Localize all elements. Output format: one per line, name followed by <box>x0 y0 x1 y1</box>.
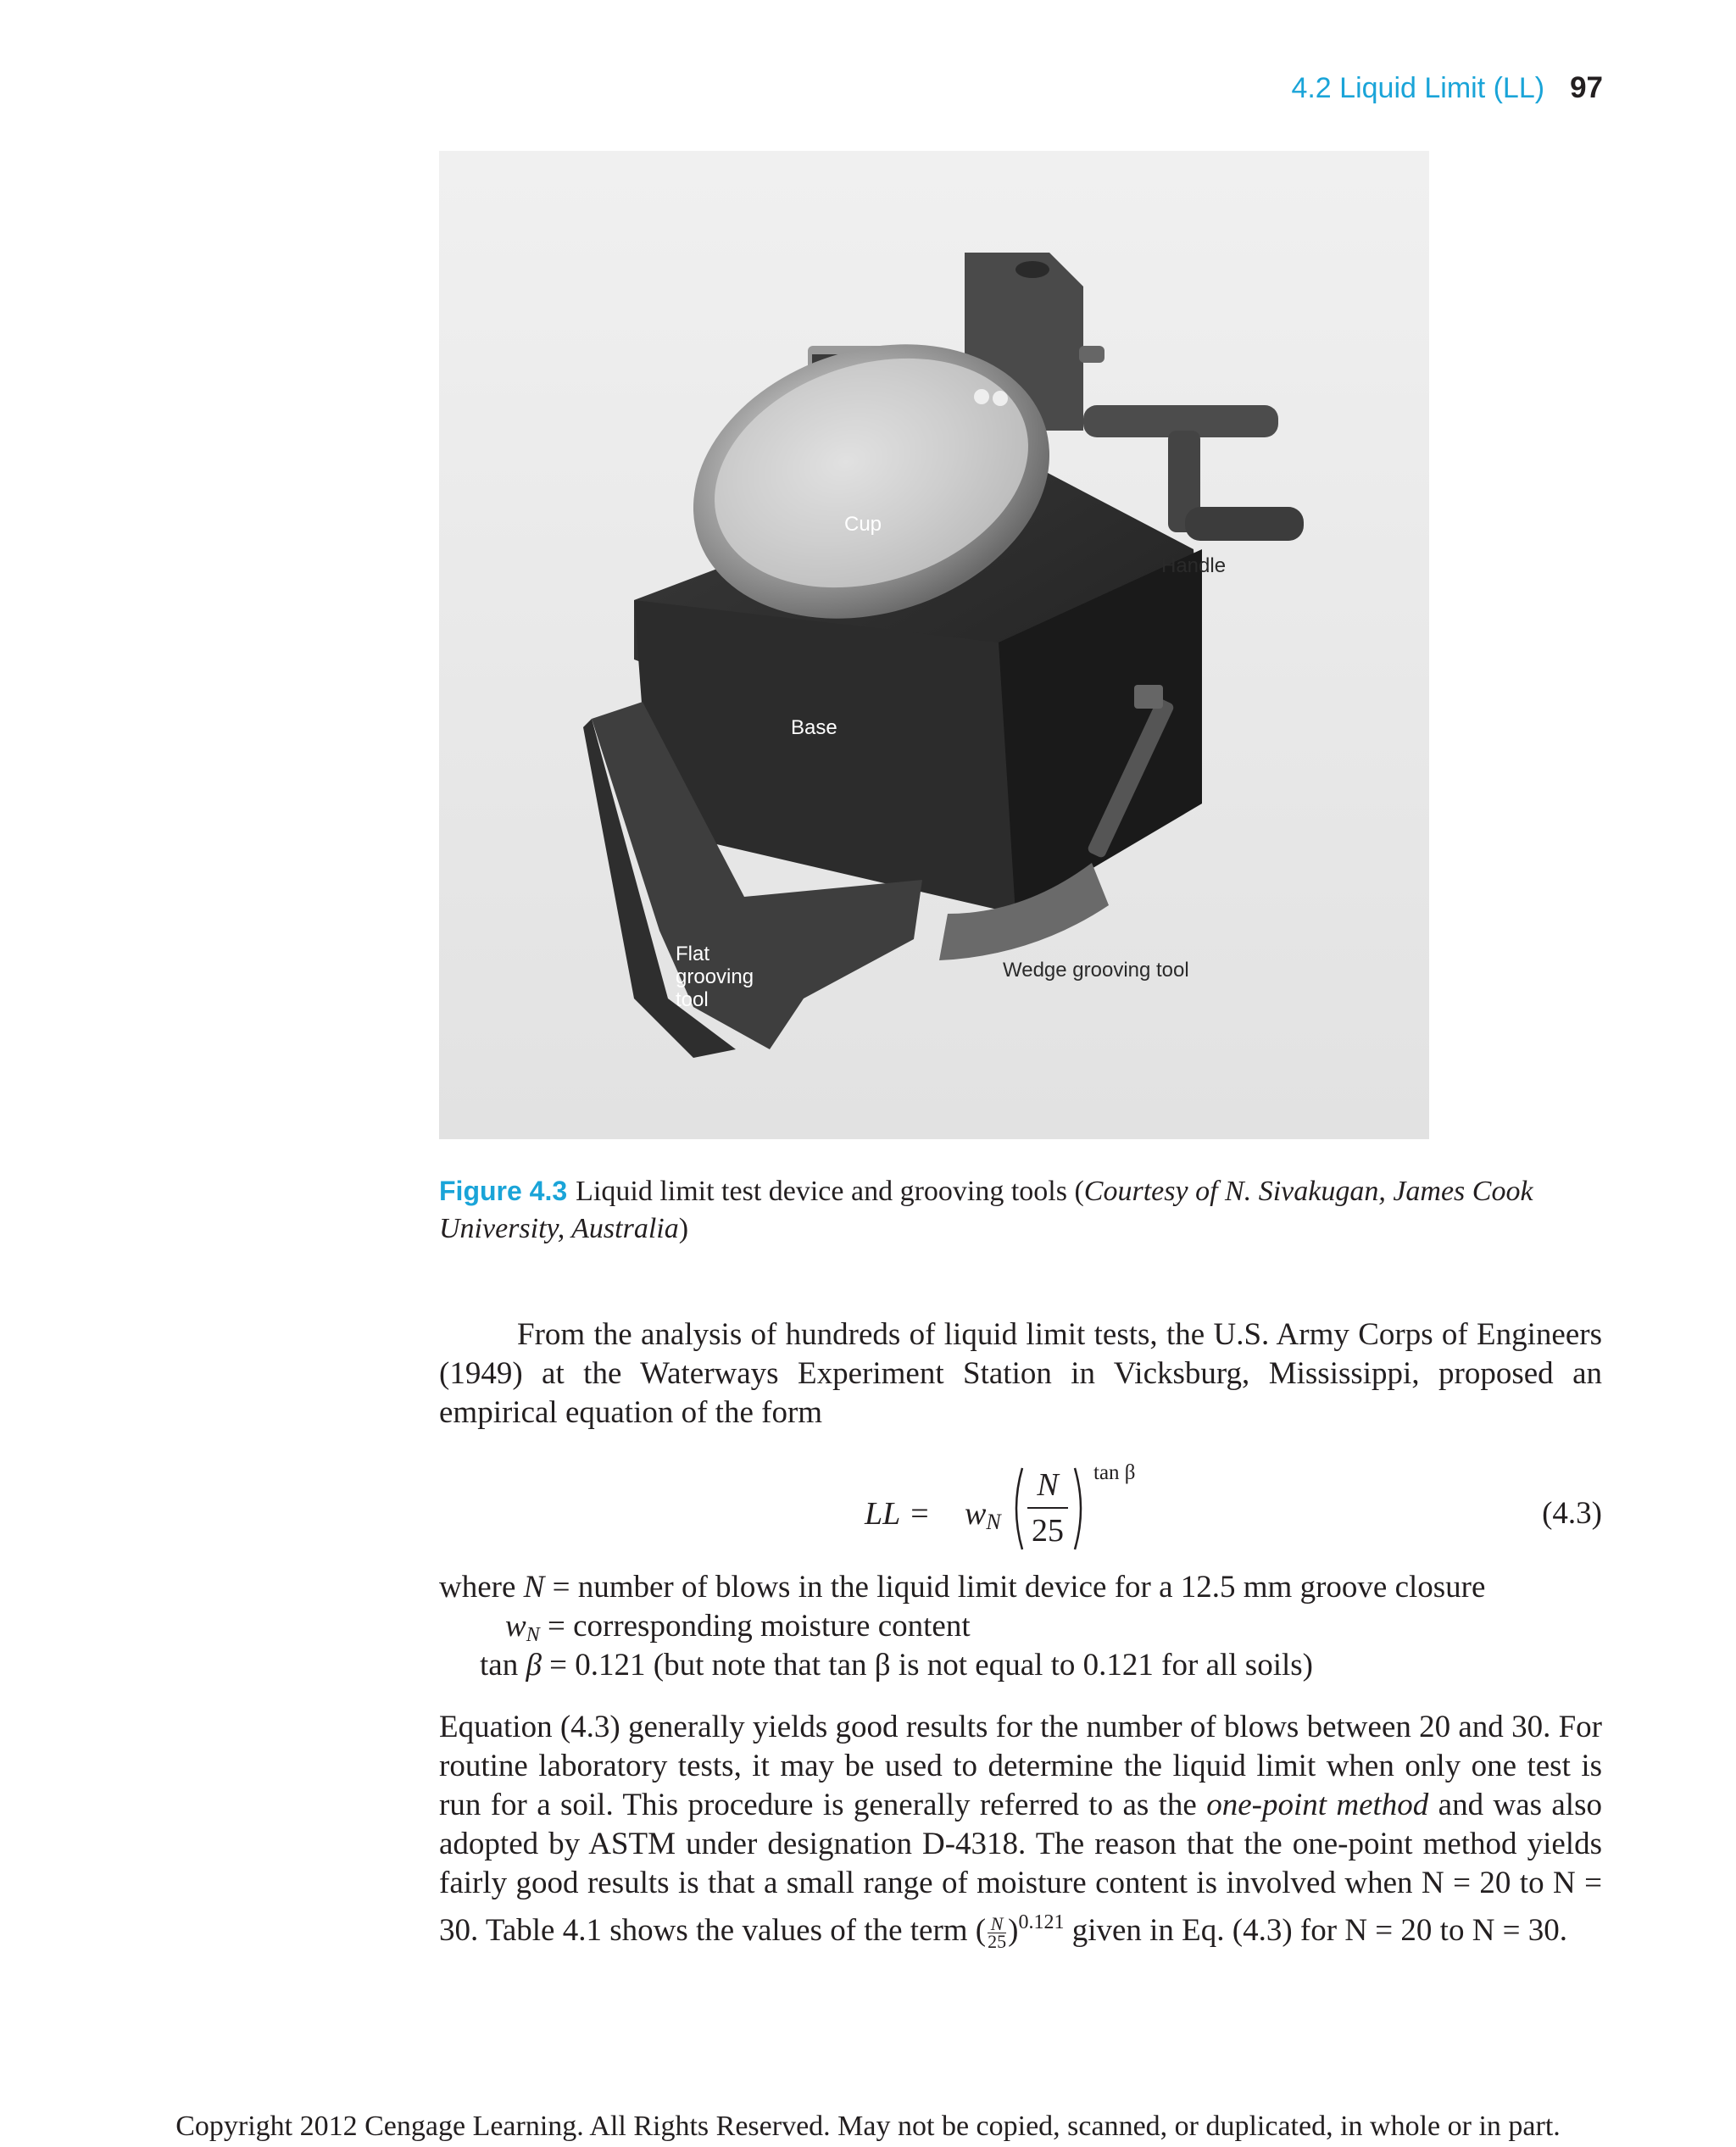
p2-text-4: given in Eq. (4.3) for N = 20 to N = 30. <box>1064 1913 1568 1948</box>
eq-lhs: LL <box>865 1496 901 1532</box>
def-text: = 0.121 (but note that tan β is not equal to 0.121 for all soils) <box>549 1648 1313 1683</box>
p2-text-2: and was also adopted by ASTM under designation D-4318. The reason that the one-point method yields fairly good results is that a small range of moisture content is involved when <box>439 1788 1602 1900</box>
callout-base: Base <box>791 716 837 739</box>
caption-credit: Courtesy of N. Sivakugan, James Cook University, Australia <box>439 1176 1533 1244</box>
liquid-limit-device-illustration <box>439 151 1429 1139</box>
paragraph-1: From the analysis of hundreds of liquid limit tests, the U.S. Army Corps of Engineers (1949) at the Waterways Experiment Station in Vicksburg, Mississippi, proposed an empirical equation of the form <box>439 1317 1602 1430</box>
running-head <box>1291 71 1603 115</box>
def-prefix: tan <box>480 1648 526 1683</box>
eq-numerator: N <box>1037 1467 1059 1503</box>
eq-equals: = <box>910 1496 929 1532</box>
eq-exponent: tan β <box>1093 1461 1136 1484</box>
def-text: = corresponding moisture content <box>547 1609 971 1644</box>
p2-italic-term: one-point method <box>1206 1788 1429 1822</box>
right-paren <box>1071 1466 1088 1551</box>
def-sub: N <box>526 1624 540 1646</box>
def-text: = number of blows in the liquid limit device for a 12.5 mm groove closure <box>552 1570 1486 1605</box>
caption-close: ) <box>678 1213 689 1244</box>
callout-handle: Handle <box>1161 554 1227 577</box>
inline-fraction <box>988 1913 1007 1953</box>
paragraph-2 <box>439 1708 1602 1953</box>
left-paren <box>1009 1466 1026 1551</box>
p2-text-3: N = 20 to N = 30. Table 4.1 shows the values of the term ( <box>439 1866 1602 1948</box>
eq-denominator: 25 <box>1032 1513 1064 1549</box>
section-title: 4.2 Liquid Limit (LL) <box>1291 72 1545 104</box>
equation-4-3 <box>439 1461 1602 1551</box>
p2-power: 0.121 <box>1018 1911 1065 1933</box>
callout-flat-3: tool <box>676 988 709 1011</box>
callout-flat-1: Flat <box>676 943 710 965</box>
eq-w-sub: N <box>986 1510 1001 1534</box>
def-symbol: N <box>523 1570 545 1605</box>
def-prefix: where <box>439 1570 524 1605</box>
equation-number: (4.3) <box>1542 1496 1602 1531</box>
caption-text: Liquid limit test device and grooving tools ( <box>576 1176 1084 1207</box>
figure-photo <box>439 151 1429 1139</box>
p2-text-1: Equation (4.3) generally yields good results for the number of blows between 20 and 30. For routine laboratory tests, it may be used to determine the liquid limit when only one test is run for a soil. This procedure is generally referred to as the <box>439 1710 1602 1822</box>
copyright-footer: Copyright 2012 Cengage Learning. All Rights Reserved. May not be copied, scanned, or duplicated, in whole or in part. <box>175 2111 1561 2142</box>
inline-frac-num: N <box>988 1916 1006 1933</box>
def-symbol: w <box>505 1609 526 1644</box>
callout-wedge: Wedge grooving tool <box>1003 959 1189 982</box>
inline-frac-den: 25 <box>988 1931 1007 1953</box>
figure-label: Figure 4.3 <box>439 1176 568 1206</box>
p2-close-paren: ) <box>1008 1913 1019 1948</box>
page-number: 97 <box>1570 71 1603 104</box>
callout-flat-2: grooving <box>676 965 754 988</box>
eq-w: w <box>965 1496 987 1532</box>
figure-caption <box>439 1172 1609 1248</box>
fraction-bar <box>1027 1507 1068 1509</box>
callout-cup: Cup <box>844 513 882 536</box>
def-symbol: β <box>526 1648 542 1683</box>
